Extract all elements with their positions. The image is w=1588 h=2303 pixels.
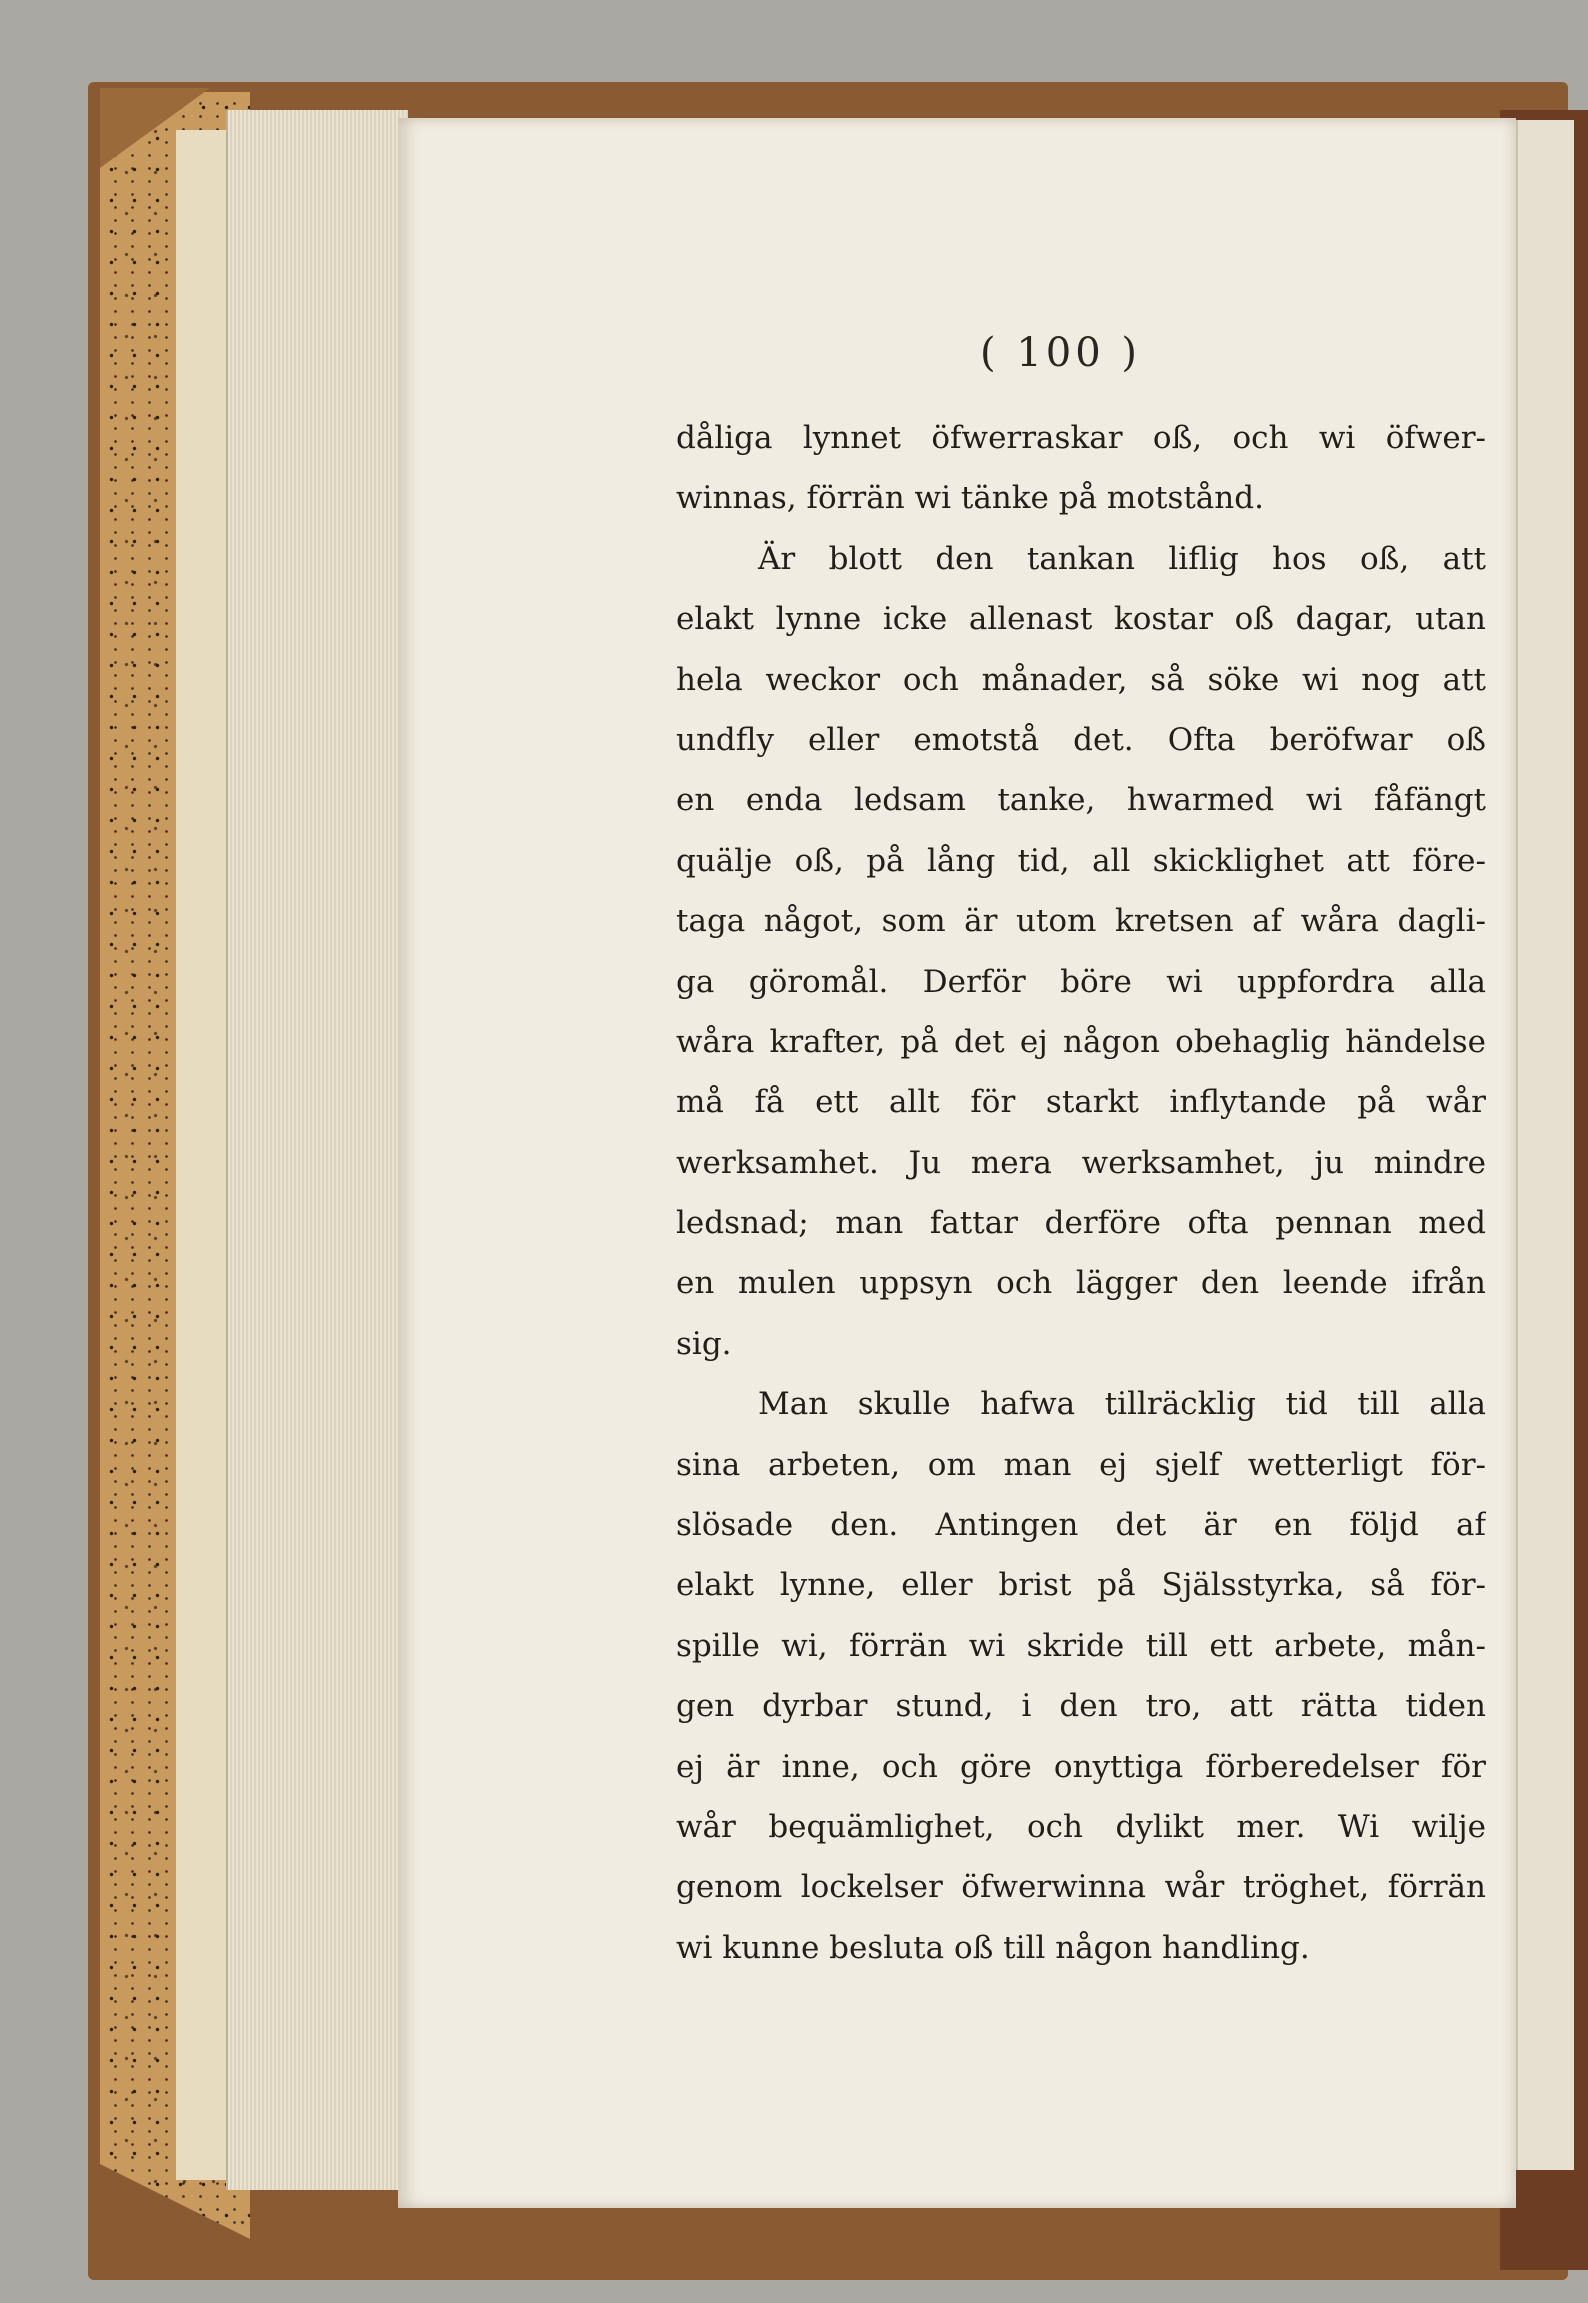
text-line: quälje oß, på lång tid, all skicklighet att före- — [676, 842, 1486, 879]
text-line: ledsnad; man fattar derföre ofta pennan med — [676, 1205, 1486, 1242]
text-line: genom lockelser öfwerwinna wår tröghet, förrän — [676, 1869, 1486, 1906]
page-number: ( 100 ) — [980, 330, 1141, 376]
text-line: ga göromål. Derför böre wi uppfordra alla — [676, 963, 1486, 1000]
facing-page-edge — [1516, 120, 1574, 2170]
text-line: elakt lynne icke allenast kostar oß dagar, utan — [676, 601, 1486, 638]
text-line: ej är inne, och göre onyttiga förberedelser för — [676, 1748, 1486, 1785]
text-line: gen dyrbar stund, i den tro, att rätta tiden — [676, 1688, 1486, 1725]
text-line: sig. — [676, 1325, 732, 1362]
text-line: elakt lynne, eller brist på Själsstyrka, så för- — [676, 1567, 1486, 1604]
text-line: wi kunne besluta oß till någon handling. — [676, 1929, 1310, 1966]
text-line: en enda ledsam tanke, hwarmed wi fåfängt — [676, 782, 1486, 819]
text-line: en mulen uppsyn och lägger den leende ifrån — [676, 1265, 1486, 1302]
text-line: taga något, som är utom kretsen af wåra dagli- — [676, 903, 1486, 940]
text-line: hela weckor och månader, så söke wi nog att — [676, 661, 1486, 698]
text-line: Är blott den tankan liflig hos oß, att — [758, 540, 1486, 577]
text-line: må få ett allt för starkt inflytande på wår — [676, 1084, 1486, 1121]
text-line: werksamhet. Ju mera werksamhet, ju mindre — [676, 1144, 1486, 1181]
text-line: Man skulle hafwa tillräcklig tid till alla — [758, 1386, 1486, 1423]
text-line: undfly eller emotstå det. Ofta beröfwar oß — [676, 721, 1486, 758]
text-line: sina arbeten, om man ej sjelf wetterligt för- — [676, 1446, 1486, 1483]
page-block-edges — [226, 110, 408, 2190]
page-text — [676, 408, 1486, 1978]
text-line: wår bequämlighet, och dylikt mer. Wi wilje — [676, 1808, 1486, 1845]
text-line: winnas, förrän wi tänke på motstånd. — [676, 480, 1264, 517]
text-line: dåliga lynnet öfwerraskar oß, och wi öfwer- — [676, 420, 1486, 456]
text-line: slösade den. Antingen det är en följd af — [676, 1507, 1486, 1544]
text-line: spille wi, förrän wi skride till ett arbete, mån- — [676, 1627, 1486, 1664]
text-line: wåra krafter, på det ej någon obehaglig händelse — [676, 1023, 1486, 1060]
